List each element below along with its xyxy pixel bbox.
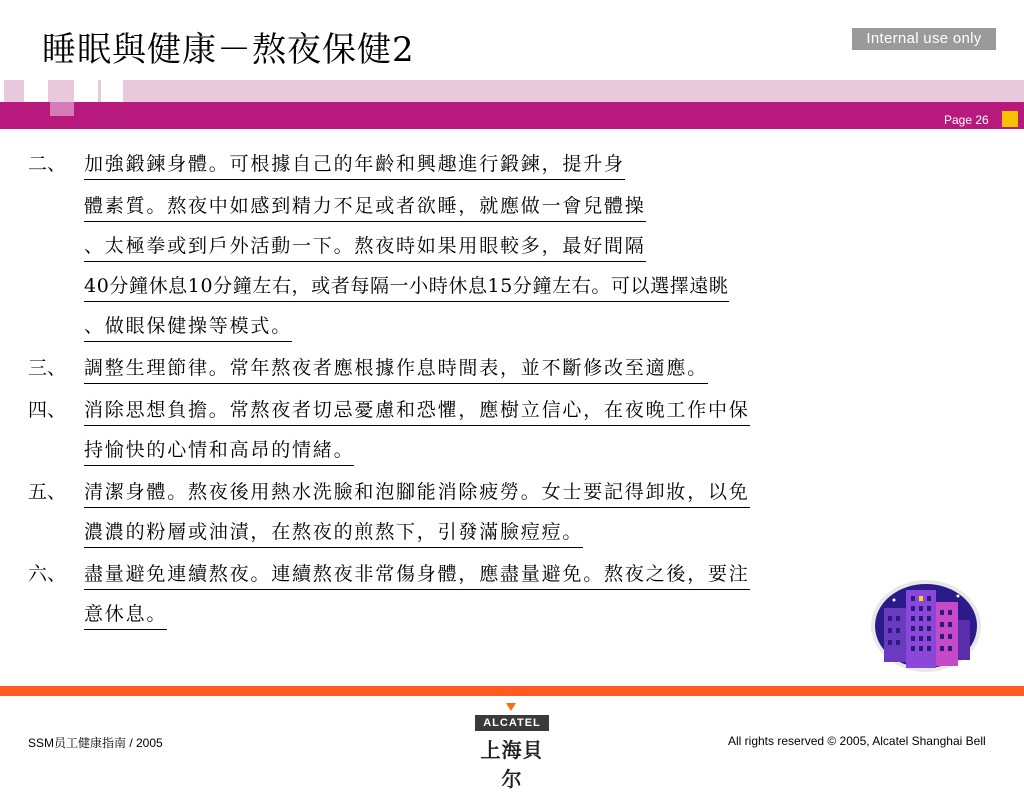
item-marker: 六、	[28, 563, 67, 585]
body-line-text: 清潔身體。熬夜後用熱水洗臉和泡腳能消除疲勞。女士要記得卸妝，以免	[84, 480, 750, 508]
logo-wordmark: ALCATEL	[475, 715, 549, 731]
footer-right-text: All rights reserved © 2005, Alcatel Shanghai Bell	[728, 734, 986, 748]
item-marker: 四、	[28, 399, 67, 421]
body-line	[84, 520, 583, 548]
body-line-text: 40分鐘休息10分鐘左右，或者每隔一小時休息15分鐘左右。可以選擇遠眺	[84, 274, 729, 302]
page-title: 睡眠與健康－熬夜保健2	[42, 30, 415, 70]
page-square	[1002, 111, 1018, 127]
body-line-text: 、太極拳或到戶外活動一下。熬夜時如果用眼較多，最好間隔	[84, 234, 646, 262]
body-line	[84, 562, 750, 590]
logo-triangle-icon	[506, 703, 516, 711]
body-line	[84, 398, 750, 426]
header-square-3	[101, 80, 123, 102]
body-line-text: 濃濃的粉層或油漬，在熬夜的煎熬下，引發滿臉痘痘。	[84, 520, 583, 548]
night-building-icon	[870, 580, 982, 672]
header-square-1	[24, 80, 48, 102]
body-line-text: 意休息。	[84, 602, 167, 630]
body-line-text: 持愉快的心情和高昂的情緒。	[84, 438, 354, 466]
body-line-text: 、做眼保健操等模式。	[84, 314, 292, 342]
body-line	[84, 438, 354, 466]
header-square-2	[74, 80, 98, 102]
body-line-text: 加強鍛鍊身體。可根據自己的年齡和興趣進行鍛鍊，提升身	[84, 152, 625, 180]
header-band-gap	[0, 80, 4, 102]
body-line-text: 體素質。熬夜中如感到精力不足或者欲睡，就應做一會兒體操	[84, 194, 646, 222]
body-line	[84, 356, 708, 384]
body-line-text: 盡量避免連續熬夜。連續熬夜非常傷身體，應盡量避免。熬夜之後，要注	[84, 562, 750, 590]
body-line	[84, 234, 646, 262]
body-line-text: 消除思想負擔。常熬夜者切忌憂慮和恐懼，應樹立信心，在夜晚工作中保	[84, 398, 750, 426]
body-line	[84, 480, 750, 508]
footer-band	[0, 686, 1024, 696]
body-line	[84, 274, 729, 302]
body-line	[84, 194, 646, 222]
body-line	[84, 602, 167, 630]
logo-chinese-text: 上海貝尔	[480, 738, 544, 791]
header-band-light	[0, 80, 1024, 102]
header-square-4	[50, 102, 74, 116]
page-number: Page 26	[944, 113, 989, 127]
item-marker: 二、	[28, 153, 67, 175]
body-line	[84, 152, 625, 180]
body-line	[84, 314, 292, 342]
footer-left-text: SSM员工健康指南 / 2005	[28, 736, 163, 750]
internal-use-badge: Internal use only	[852, 28, 996, 50]
alcatel-logo	[472, 700, 552, 791]
header-band	[0, 102, 1024, 129]
body-line-text: 調整生理節律。常年熬夜者應根據作息時間表，並不斷修改至適應。	[84, 356, 708, 384]
item-marker: 三、	[28, 357, 67, 379]
item-marker: 五、	[28, 481, 67, 503]
